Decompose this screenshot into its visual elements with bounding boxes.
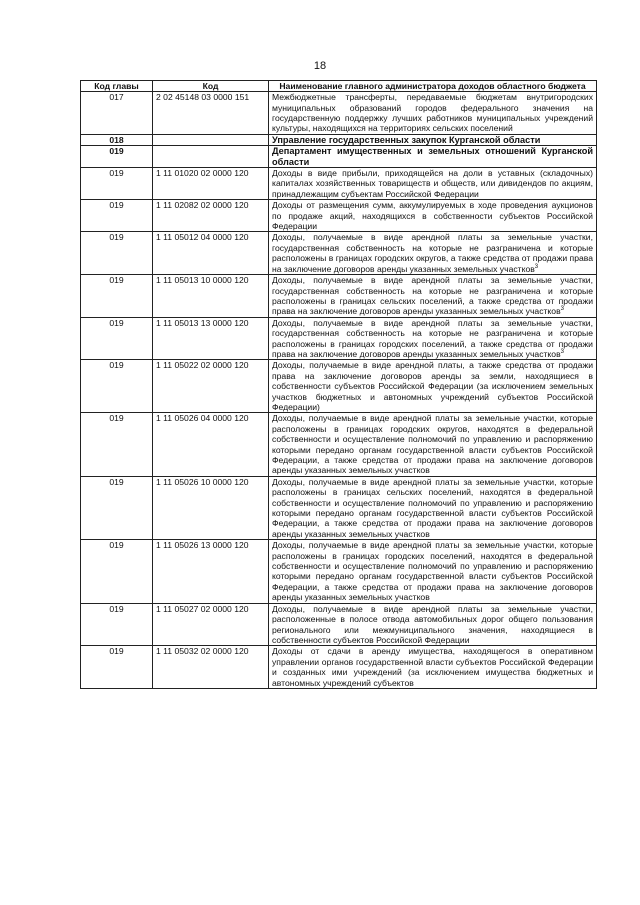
description-text: Доходы, получаемые в виде арендной платы за земельные участки, которые расположены в границах сельских поселений, находятся в федеральной собственности и осуществление полномочий по управлению и распоряжению которыми передано органам государственной власти субъектов Российской Федерации, а также средства от продажи права на заключение договоров аренды указанных земельных участков bbox=[272, 476, 593, 539]
description-text: Доходы, получаемые в виде арендной платы за земельные участки, государственная собственность на которые не разграничена и которые расположены в границах городских поселений, а также средства от продажи права на заключение договоров аренды указанных земельных участков bbox=[272, 317, 593, 359]
table-body bbox=[81, 92, 597, 689]
description-cell bbox=[269, 540, 597, 603]
description-text: Межбюджетные трансферты, передаваемые бюджетам внутригородских муниципальных образований городов федерального значения на государственную поддержку лучших работников муниципальных учреждений культуры, находящихся на территориях сельских поселений bbox=[272, 92, 593, 134]
description-text: Доходы в виде прибыли, приходящейся на доли в уставных (складочных) капиталах хозяйственных товариществ и обществ, или дивидендов по акциям, принадлежащим субъектам Российской Федерации bbox=[272, 168, 593, 199]
revenue-table bbox=[80, 80, 597, 689]
chapter-code-cell: 019 bbox=[81, 168, 153, 200]
description-text: Доходы, получаемые в виде арендной платы за земельные участки, расположенные в полосе отвода автомобильных дорог общего пользования регионального или межмуниципального значения, находящиеся в собственности субъектов Российской Федерации bbox=[272, 603, 593, 645]
header-code: Код bbox=[153, 81, 269, 92]
description-text: Департамент имущественных и земельных отношений Курганской области bbox=[272, 146, 593, 167]
revenue-code-cell: 1 11 05026 13 0000 120 bbox=[153, 540, 269, 603]
revenue-code-cell: 1 11 05027 02 0000 120 bbox=[153, 603, 269, 646]
description-cell bbox=[269, 413, 597, 476]
page-number: 18 bbox=[313, 60, 327, 72]
chapter-code-cell: 019 bbox=[81, 540, 153, 603]
revenue-code-cell: 1 11 05013 13 0000 120 bbox=[153, 317, 269, 360]
table-header-row bbox=[81, 81, 597, 92]
chapter-code-cell: 018 bbox=[81, 134, 153, 145]
chapter-code-cell: 019 bbox=[81, 232, 153, 275]
table-row bbox=[81, 360, 597, 413]
description-cell bbox=[269, 476, 597, 539]
table-row bbox=[81, 200, 597, 232]
revenue-code-cell: 1 11 05026 10 0000 120 bbox=[153, 476, 269, 539]
description-cell bbox=[269, 200, 597, 232]
description-cell bbox=[269, 275, 597, 318]
table-row bbox=[81, 275, 597, 318]
description-text: Доходы, получаемые в виде арендной платы за земельные участки, которые расположены в границах городских округов, находятся в федеральной собственности и осуществление полномочий по управлению и распоряжению которыми передано органам государственной власти субъектов Российской Федерации, а также средства от продажи права на заключение договоров аренды указанных земельных участков bbox=[272, 413, 593, 476]
description-text: Доходы, получаемые в виде арендной платы за земельные участки, государственная собственность на которые не разграничена и которые расположены в границах сельских поселений, а также средства от продажи права на заключение договоров аренды указанных земельных участков bbox=[272, 275, 593, 317]
table-row bbox=[81, 168, 597, 200]
table-row bbox=[81, 146, 597, 168]
revenue-code-cell: 1 11 05012 04 0000 120 bbox=[153, 232, 269, 275]
description-cell bbox=[269, 146, 597, 168]
revenue-code-cell: 1 11 05032 02 0000 120 bbox=[153, 646, 269, 689]
revenue-code-cell: 1 11 01020 02 0000 120 bbox=[153, 168, 269, 200]
footnote-marker: 3 bbox=[560, 349, 564, 356]
chapter-code-cell: 019 bbox=[81, 200, 153, 232]
revenue-code-cell: 1 11 02082 02 0000 120 bbox=[153, 200, 269, 232]
revenue-code-cell: 2 02 45148 03 0000 151 bbox=[153, 92, 269, 135]
chapter-code-cell: 017 bbox=[81, 92, 153, 135]
chapter-code-cell: 019 bbox=[81, 146, 153, 168]
description-cell bbox=[269, 134, 597, 145]
chapter-code-cell: 019 bbox=[81, 360, 153, 413]
table-row bbox=[81, 413, 597, 476]
description-cell bbox=[269, 92, 597, 135]
revenue-code-cell: 1 11 05013 10 0000 120 bbox=[153, 275, 269, 318]
table-row bbox=[81, 92, 597, 135]
description-text: Доходы, получаемые в виде арендной платы за земельные участки, которые расположены в границах городских поселений, находятся в федеральной собственности и осуществление полномочий по управлению и распоряжению которыми передано органам государственной власти субъектов Российской Федерации, а также средства от продажи права на заключение договоров аренды указанных земельных участков bbox=[272, 540, 593, 603]
description-text: Управление государственных закупок Курганской области bbox=[272, 134, 541, 145]
description-text: Доходы, получаемые в виде арендной платы за земельные участки, государственная собственность на которые не разграничена и которые расположены в границах городских округов, а также средства от продажи права на заключение договоров аренды указанных земельных участков bbox=[272, 232, 593, 274]
revenue-code-cell: 1 11 05026 04 0000 120 bbox=[153, 413, 269, 476]
table-row bbox=[81, 540, 597, 603]
chapter-code-cell: 019 bbox=[81, 275, 153, 318]
table-row bbox=[81, 317, 597, 360]
revenue-code-cell bbox=[153, 146, 269, 168]
table-row bbox=[81, 603, 597, 646]
chapter-code-cell: 019 bbox=[81, 603, 153, 646]
revenue-code-cell: 1 11 05022 02 0000 120 bbox=[153, 360, 269, 413]
description-cell bbox=[269, 603, 597, 646]
header-administrator-name: Наименование главного администратора доходов областного бюджета bbox=[269, 81, 597, 92]
chapter-code-cell: 019 bbox=[81, 476, 153, 539]
header-chapter-code: Код главы bbox=[81, 81, 153, 92]
description-text: Доходы от сдачи в аренду имущества, находящегося в оперативном управлении органов государственной власти субъектов Российской Федерации и созданных ими учреждений (за исключением имущества бюджетных и автономных учреждений субъектов bbox=[272, 646, 593, 688]
table-row bbox=[81, 134, 597, 145]
description-cell bbox=[269, 168, 597, 200]
table-row bbox=[81, 232, 597, 275]
chapter-code-cell: 019 bbox=[81, 646, 153, 689]
description-cell bbox=[269, 317, 597, 360]
footnote-marker: 3 bbox=[560, 306, 564, 313]
chapter-code-cell: 019 bbox=[81, 413, 153, 476]
description-cell bbox=[269, 232, 597, 275]
description-text: Доходы, получаемые в виде арендной платы, а также средства от продажи права на заключение договоров аренды за земли, находящиеся в собственности субъектов Российской Федерации (за исключением земельных участков бюджетных и автономных учреждений субъектов Российской Федерации) bbox=[272, 360, 593, 412]
footnote-marker: 3 bbox=[534, 263, 539, 270]
chapter-code-cell: 019 bbox=[81, 317, 153, 360]
table-row bbox=[81, 476, 597, 539]
revenue-code-cell bbox=[153, 134, 269, 145]
description-text: Доходы от размещения сумм, аккумулируемых в ходе проведения аукционов по продаже акций, находящихся в собственности субъектов Российской Федерации bbox=[272, 200, 593, 232]
description-cell bbox=[269, 646, 597, 689]
description-cell bbox=[269, 360, 597, 413]
table-row bbox=[81, 646, 597, 689]
